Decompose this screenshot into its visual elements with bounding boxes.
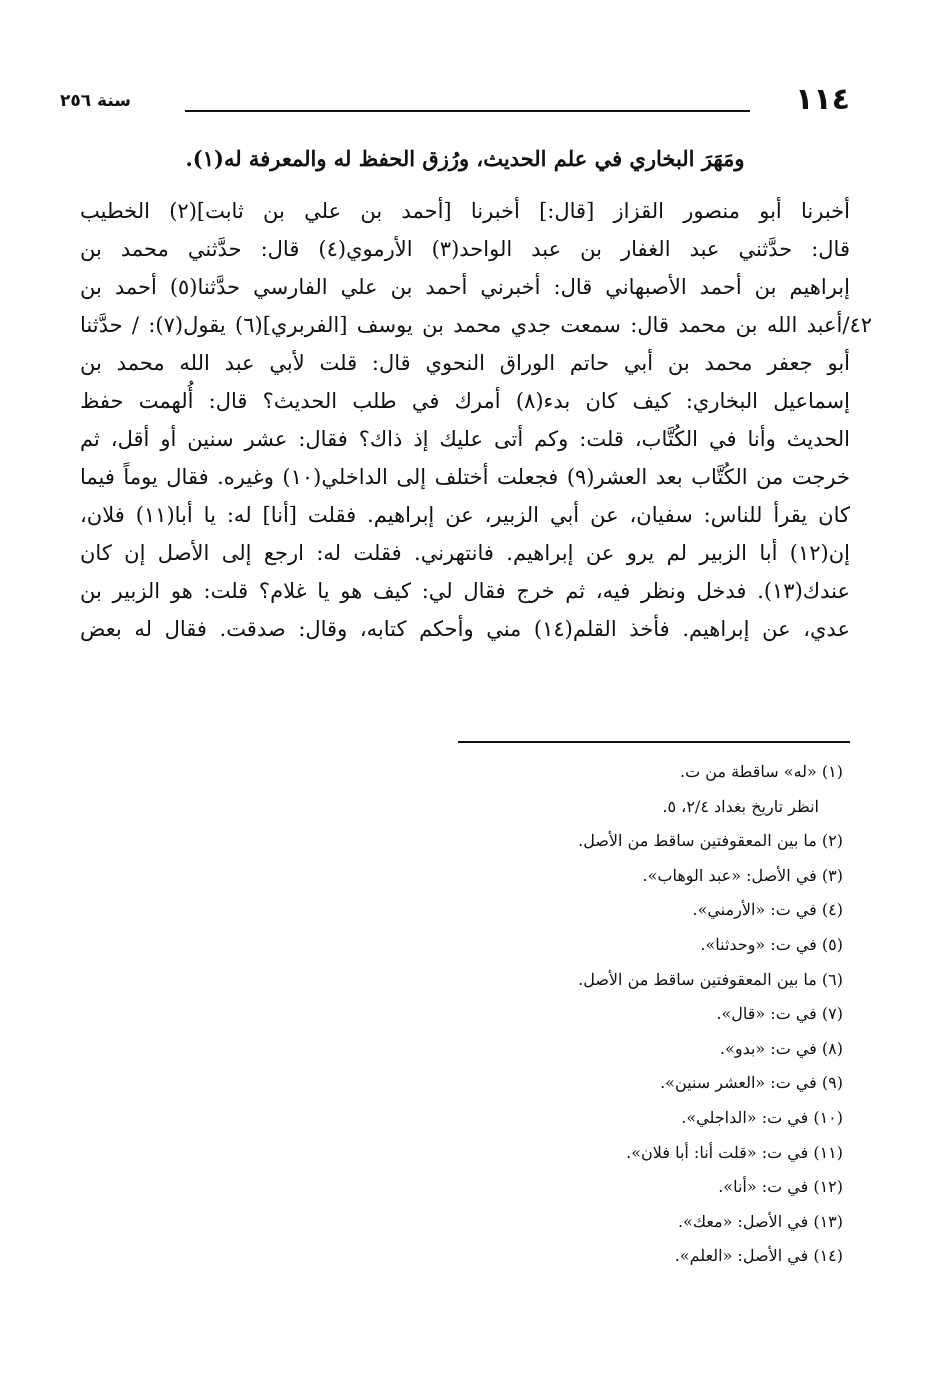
text-line: عندك(١٣). فدخل ونظر فيه، ثم خرج فقال لي: كيف هو يا غلام؟ قلت: هو الزبير بن xyxy=(80,579,850,603)
footnote: (٦) ما بين المعقوفتين ساقط من الأصل. xyxy=(578,969,843,989)
footnote: (١٢) في ت: «أنا». xyxy=(718,1177,843,1197)
footnote: (١٠) في ت: «الداجلي». xyxy=(681,1107,843,1127)
text-line: إن(١٢) أبا الزبير لم يرو عن إبراهيم. فانتهرني. فقلت له: ارجع إلى الأصل إن كان xyxy=(80,541,850,565)
footnotes-block xyxy=(283,755,843,1274)
page-number: ١١٤ xyxy=(795,82,850,117)
text-line: إسماعيل البخاري: كيف كان بدء(٨) أمرك في طلب الحديث؟ قال: أُلهمت حفظ xyxy=(80,389,850,413)
text-line: إبراهيم بن أحمد الأصبهاني قال: أخبرني أحمد بن علي الفارسي حدَّثنا(٥) أحمد بن xyxy=(80,275,850,299)
text-line: قال: حدَّثني عبد الغفار بن عبد الواحد(٣) الأرموي(٤) قال: حدَّثني محمد بن xyxy=(80,237,850,261)
header-rule xyxy=(185,110,750,112)
footnote: (٢) ما بين المعقوفتين ساقط من الأصل. xyxy=(578,831,843,851)
text-line: عدي، عن إبراهيم. فأخذ القلم(١٤) مني وأحكم كتابه، وقال: صدقت. فقال له بعض xyxy=(80,617,850,641)
footnote: (١٣) في الأصل: «معك». xyxy=(677,1211,843,1231)
footnote: (٤) في ت: «الأرمني». xyxy=(692,900,843,920)
footnote: (٧) في ت: «قال». xyxy=(716,1004,843,1024)
page-header xyxy=(60,78,850,122)
text-line-with-marginal-folio: ٤٢/أعبد الله بن محمد قال: سمعت جدي محمد بن يوسف [الفربري](٦) يقول(٧): / حدَّثنا xyxy=(80,313,872,337)
text-line: ومَهَرَ البخاري في علم الحديث، ورُزق الحفظ له والمعرفة له(١). xyxy=(185,146,745,171)
footnote: (١١) في ت: «قلت أنا: أبا فلان». xyxy=(626,1142,843,1162)
main-text-block xyxy=(80,140,872,648)
footnote: (٥) في ت: «وحدثنا». xyxy=(700,934,843,954)
text-line: أخبرنا أبو منصور القزاز [قال:] أخبرنا [أحمد بن علي بن ثابت](٢) الخطيب xyxy=(80,199,850,223)
footnote-reference: انظر تاريخ بغداد ٢/٤، ٥. xyxy=(662,796,819,816)
footnote: (١٤) في الأصل: «العلم». xyxy=(674,1246,843,1266)
footnote: (٨) في ت: «بدو». xyxy=(719,1038,843,1058)
footnote: (١) «له» ساقطة من ت. xyxy=(680,762,843,781)
text-line: الحديث وأنا في الكُتَّاب، قلت: وكم أتى عليك إذ ذاك؟ فقال: عشر سنين أو أقل، ثم xyxy=(80,427,850,451)
text-line: خرجت من الكُتَّاب بعد العشر(٩) فجعلت أختلف إلى الداخلي(١٠) وغيره. فقال يوماً فيما xyxy=(80,465,850,489)
footnote-separator xyxy=(458,741,850,743)
footnote: (٣) في الأصل: «عبد الوهاب». xyxy=(642,865,843,885)
text-line: كان يقرأ للناس: سفيان، عن أبي الزبير، عن إبراهيم. فقلت [أنا] له: يا أبا(١١) فلان، xyxy=(80,503,851,527)
text-line: أبو جعفر محمد بن أبي حاتم الوراق النحوي قال: قلت لأبي عبد الله محمد بن xyxy=(80,351,850,375)
footnote: (٩) في ت: «العشر سنين». xyxy=(660,1073,843,1093)
running-head-year: سنة ٢٥٦ xyxy=(60,91,132,111)
